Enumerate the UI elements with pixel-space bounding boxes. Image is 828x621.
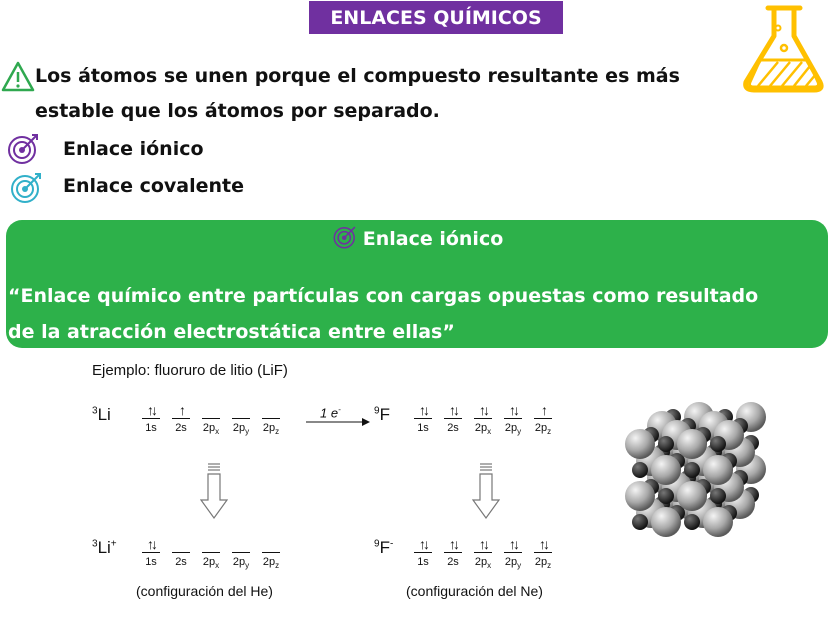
orbital-label: 2s <box>175 556 187 568</box>
cation-sphere <box>684 514 700 530</box>
orbital-box <box>532 536 554 570</box>
li-ion-symbol: $^3$Li+ <box>92 538 117 557</box>
intro-line-1: Los átomos se unen porque el compuesto resultante es más <box>35 65 680 87</box>
orbital-box <box>140 402 162 434</box>
orbital-label: $2p_y$ <box>504 422 522 437</box>
cation-sphere <box>710 488 726 504</box>
cation-sphere <box>658 488 674 504</box>
orbital-box <box>260 402 282 436</box>
electron-arrows <box>230 536 252 552</box>
bullet-ionic: Enlace iónico <box>63 138 204 160</box>
orbital-box <box>200 536 222 570</box>
bullet-covalent: Enlace covalente <box>63 175 245 197</box>
right-arrow-icon <box>306 416 372 428</box>
cation-sphere <box>632 514 648 530</box>
warning-icon <box>1 60 35 94</box>
target-icon <box>331 224 359 250</box>
orbital-box <box>472 402 494 436</box>
orbital-box <box>412 536 434 568</box>
definition-box <box>6 220 828 348</box>
electron-transfer-label: 1 e- <box>320 405 341 421</box>
anion-sphere <box>703 455 733 485</box>
orbital-label: $2p_z$ <box>534 556 552 571</box>
electron-arrows <box>230 402 252 418</box>
orbital-label: 1s <box>145 556 157 568</box>
target-icon <box>6 132 40 166</box>
orbital-label: 1s <box>145 422 157 434</box>
cation-sphere <box>658 436 674 452</box>
orbital-box <box>230 536 252 570</box>
orbital-label: $2p_x$ <box>202 422 220 437</box>
down-arrow-icon <box>200 462 228 520</box>
orbital-label: $2p_z$ <box>534 422 552 437</box>
orbital-box <box>200 402 222 436</box>
electron-arrows: ↑↓ <box>449 402 457 418</box>
orbital-label: $2p_y$ <box>232 556 250 571</box>
electron-arrows: ↑↓ <box>147 536 155 552</box>
electron-arrows: ↑ <box>179 402 183 418</box>
electron-arrows: ↑↓ <box>509 402 517 418</box>
electron-arrows <box>200 536 222 552</box>
orbital-box <box>502 402 524 436</box>
electron-arrows: ↑↓ <box>147 402 155 418</box>
orbital-box <box>442 536 464 568</box>
electron-arrows: ↑ <box>541 402 545 418</box>
anion-sphere <box>677 481 707 511</box>
electron-arrows: ↑↓ <box>419 536 427 552</box>
electron-arrows: ↑↓ <box>449 536 457 552</box>
orbital-label: $2p_x$ <box>474 422 492 437</box>
electron-arrows: ↑↓ <box>479 536 487 552</box>
definition-text: “Enlace químico entre partículas con cargas opuestas como resultado de la atracción electrostática entre ellas” <box>8 285 759 343</box>
anion-sphere <box>625 481 655 511</box>
orbital-box <box>170 402 192 434</box>
orbital-label: 2s <box>447 556 459 568</box>
example-caption: Ejemplo: fluoruro de litio (LiF) <box>92 362 288 379</box>
anion-sphere <box>651 455 681 485</box>
down-arrow-icon <box>472 462 500 520</box>
ne-configuration-note: (configuración del Ne) <box>406 583 543 599</box>
orbital-box <box>170 536 192 568</box>
orbital-label: $2p_z$ <box>262 556 280 571</box>
orbital-box <box>472 536 494 570</box>
electron-arrows: ↑↓ <box>509 536 517 552</box>
crystal-lattice-image <box>622 400 782 550</box>
f-ion-symbol: $^9$F- <box>374 538 394 557</box>
anion-sphere <box>651 507 681 537</box>
f-symbol: $^9$F <box>374 405 390 424</box>
li-symbol: $^3$Li <box>92 405 111 424</box>
orbital-label: $2p_x$ <box>202 556 220 571</box>
page-title: ENLACES QUÍMICOS <box>309 1 563 34</box>
electron-arrows <box>200 402 222 418</box>
flask-icon <box>738 2 828 94</box>
orbital-label: $2p_y$ <box>232 422 250 437</box>
electron-arrows: ↑↓ <box>539 536 547 552</box>
cation-sphere <box>684 462 700 478</box>
orbital-label: 1s <box>417 422 429 434</box>
electron-arrows <box>170 536 192 552</box>
anion-sphere <box>625 429 655 459</box>
orbital-label: 1s <box>417 556 429 568</box>
orbital-label: 2s <box>447 422 459 434</box>
anion-sphere <box>677 429 707 459</box>
intro-line-2: estable que los átomos por separado. <box>35 100 440 122</box>
he-configuration-note: (configuración del He) <box>136 583 273 599</box>
electron-arrows: ↑↓ <box>419 402 427 418</box>
orbital-box <box>230 402 252 436</box>
orbital-label: $2p_x$ <box>474 556 492 571</box>
orbital-box <box>140 536 162 568</box>
orbital-box <box>412 402 434 434</box>
electron-arrows: ↑↓ <box>479 402 487 418</box>
anion-sphere <box>703 507 733 537</box>
cation-sphere <box>632 462 648 478</box>
orbital-box <box>532 402 554 436</box>
orbital-box <box>502 536 524 570</box>
orbital-box <box>260 536 282 570</box>
electron-arrows <box>260 536 282 552</box>
definition-heading: Enlace iónico <box>6 224 828 250</box>
orbital-box <box>442 402 464 434</box>
target-icon <box>9 171 43 205</box>
cation-sphere <box>710 436 726 452</box>
orbital-label: $2p_z$ <box>262 422 280 437</box>
electron-arrows <box>260 402 282 418</box>
orbital-label: 2s <box>175 422 187 434</box>
orbital-label: $2p_y$ <box>504 556 522 571</box>
